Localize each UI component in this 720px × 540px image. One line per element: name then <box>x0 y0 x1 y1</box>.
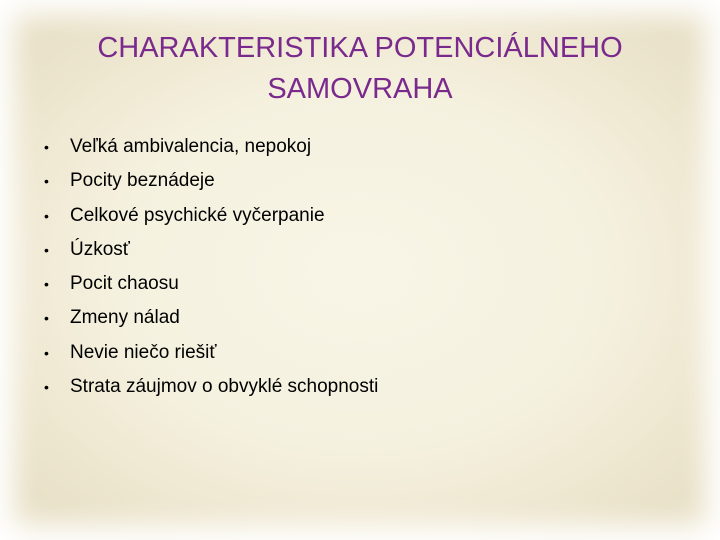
bullet-item <box>40 267 680 301</box>
bullet-item <box>40 199 680 233</box>
bullet-item <box>40 301 680 335</box>
bullet-item <box>40 130 680 164</box>
bullet-icon: • <box>44 173 49 190</box>
bullet-icon: • <box>44 139 49 155</box>
bullet-list <box>40 130 680 404</box>
bullet-text: Zmeny nálad <box>70 307 180 329</box>
bullet-item <box>40 336 680 370</box>
bullet-icon: • <box>44 310 49 327</box>
bullet-icon: • <box>44 276 49 293</box>
bullet-text: Celkové psychické vyčerpanie <box>70 204 325 226</box>
slide-title-line-2: SAMOVRAHA <box>267 73 453 105</box>
bullet-text: Strata záujmov o obvyklé schopnosti <box>70 376 379 398</box>
bullet-item <box>40 233 680 267</box>
bullet-icon: • <box>44 241 49 258</box>
slide-title <box>60 28 660 110</box>
bullet-text: Úzkosť <box>70 238 130 260</box>
slide-title-line-1: CHARAKTERISTIKA POTENCIÁLNEHO <box>97 32 623 64</box>
bullet-item <box>40 164 680 198</box>
bullet-text: Nevie niečo riešiť <box>70 341 217 363</box>
bullet-icon: • <box>44 344 49 361</box>
bullet-text: Pocity beznádeje <box>70 170 215 192</box>
bullet-item <box>40 370 680 404</box>
bullet-icon: • <box>44 207 49 224</box>
bullet-icon: • <box>44 379 49 396</box>
bullet-text: Pocit chaosu <box>70 273 179 295</box>
bullet-text: Veľká ambivalencia, nepokoj <box>70 136 312 157</box>
